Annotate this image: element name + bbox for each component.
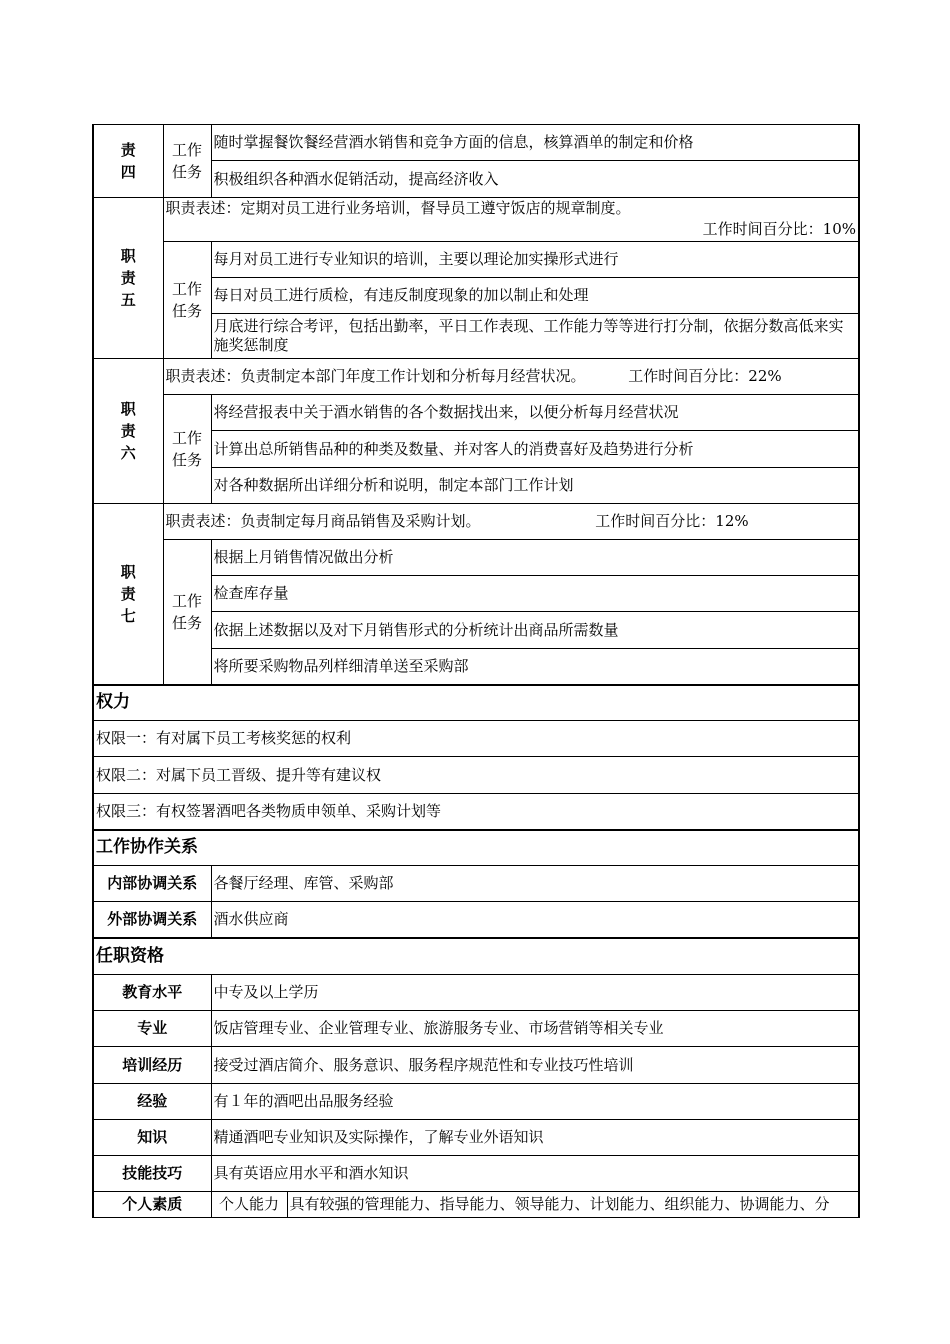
duty7-label: 职 责 七 [93, 504, 163, 685]
power-item-3: 权限三：有权签署酒吧各类物质申领单、采购计划等 [93, 794, 859, 830]
duties-table [92, 124, 860, 1218]
qual-personal-value: 具有较强的管理能力、指导能力、领导能力、计划能力、组织能力、协调能力、分 [287, 1192, 859, 1218]
duty7-task-2: 检查库存量 [211, 576, 859, 612]
duty6-task-label: 工作 任务 [163, 395, 211, 504]
duty7-percent: 工作时间百分比：12% [595, 512, 749, 530]
duty4-label: 责 四 [93, 125, 163, 198]
qual-personal-label: 个人素质 [93, 1192, 211, 1218]
qual-knowledge-label: 知识 [93, 1120, 211, 1156]
qual-major-label: 专业 [93, 1011, 211, 1047]
duty6-label: 职 责 六 [93, 359, 163, 504]
qual-experience-label: 经验 [93, 1084, 211, 1120]
duty5-percent: 工作时间百分比：10% [702, 220, 857, 238]
duty7-task-1: 根据上月销售情况做出分析 [211, 540, 859, 576]
qual-skills-value: 具有英语应用水平和酒水知识 [211, 1156, 859, 1192]
duty4-task-label: 工作 任务 [163, 125, 211, 198]
internal-relation-label: 内部协调关系 [93, 866, 211, 902]
qual-education-label: 教育水平 [93, 975, 211, 1011]
duty6-percent: 工作时间百分比：22% [628, 367, 782, 385]
internal-relation-value: 各餐厅经理、库管、采购部 [211, 866, 859, 902]
duty5-task-1: 每月对员工进行专业知识的培训，主要以理论加实操形式进行 [211, 242, 859, 278]
power-item-2: 权限二：对属下员工晋级、提升等有建议权 [93, 757, 859, 794]
duty4-task-2: 积极组织各种酒水促销活动，提高经济收入 [211, 161, 859, 198]
duty7-task-label: 工作 任务 [163, 540, 211, 685]
qual-training-label: 培训经历 [93, 1047, 211, 1084]
duty5-label: 职 责 五 [93, 198, 163, 359]
duty7-statement-cell [163, 504, 859, 540]
external-relation-value: 酒水供应商 [211, 902, 859, 938]
qual-personal-sublabel: 个人能力 [211, 1192, 287, 1218]
job-description-sheet [92, 124, 858, 1218]
qual-knowledge-value: 精通酒吧专业知识及实际操作，了解专业外语知识 [211, 1120, 859, 1156]
duty4-task-1: 随时掌握餐饮餐经营酒水销售和竞争方面的信息，核算酒单的制定和价格 [211, 125, 859, 161]
duty7-task-4: 将所要采购物品列样细清单送至采购部 [211, 649, 859, 685]
duty6-task-3: 对各种数据所出详细分析和说明，制定本部门工作计划 [211, 468, 859, 504]
duty5-task-3: 月底进行综合考评，包括出勤率，平日工作表现、工作能力等等进行打分制，依据分数高低来实施奖惩制度 [211, 314, 859, 359]
duty5-statement-cell [163, 198, 859, 242]
duty6-task-1: 将经营报表中关于酒水销售的各个数据找出来，以便分析每月经营状况 [211, 395, 859, 431]
duty6-statement-cell [163, 359, 859, 395]
duty5-task-label: 工作 任务 [163, 242, 211, 359]
relations-title: 工作协作关系 [93, 830, 859, 866]
duty5-statement: 职责表述：定期对员工进行业务培训，督导员工遵守饭店的规章制度。 [165, 199, 631, 217]
qual-education-value: 中专及以上学历 [211, 975, 859, 1011]
qual-skills-label: 技能技巧 [93, 1156, 211, 1192]
qual-training-value: 接受过酒店简介、服务意识、服务程序规范性和专业技巧性培训 [211, 1047, 859, 1084]
duty7-statement: 职责表述：负责制定每月商品销售及采购计划。 [165, 512, 481, 530]
qual-experience-value: 有１年的酒吧出品服务经验 [211, 1084, 859, 1120]
qual-major-value: 饭店管理专业、企业管理专业、旅游服务专业、市场营销等相关专业 [211, 1011, 859, 1047]
qualifications-title: 任职资格 [93, 938, 859, 975]
external-relation-label: 外部协调关系 [93, 902, 211, 938]
duty5-task-2: 每日对员工进行质检，有违反制度现象的加以制止和处理 [211, 278, 859, 314]
power-title: 权力 [93, 685, 859, 721]
power-item-1: 权限一：有对属下员工考核奖惩的权利 [93, 721, 859, 757]
duty6-task-2: 计算出总所销售品种的种类及数量、并对客人的消费喜好及趋势进行分析 [211, 431, 859, 468]
duty7-task-3: 依据上述数据以及对下月销售形式的分析统计出商品所需数量 [211, 612, 859, 649]
duty6-statement: 职责表述：负责制定本部门年度工作计划和分析每月经营状况。 [165, 367, 586, 385]
